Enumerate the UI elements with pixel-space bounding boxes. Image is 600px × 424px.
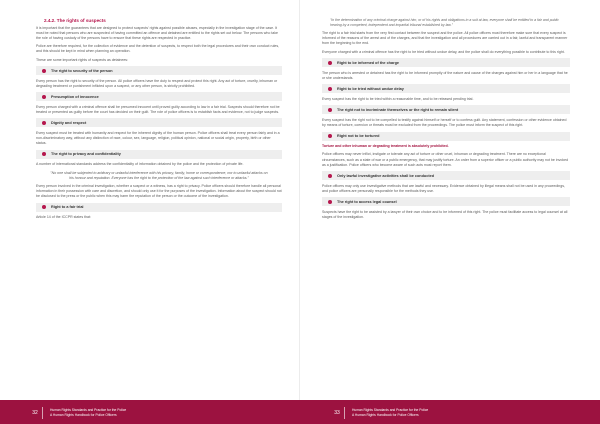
paragraph-security: Every person has the right to security of the person. All police officers have the duty to respect and protect this right. Any act of torture, cruelty, inhuman or degrading treatment or punishment inflicted upon a suspect, or any other person, is strictly prohibited. [36,78,278,88]
paragraph-torture-emphasis [322,144,570,149]
left-page-content [36,18,282,224]
bullet-icon [328,134,332,138]
paragraph-legal-counsel: Suspects have the right to be assisted by a lawyer of their own choice and to be informed of this right. The police must facilitate access to legal counsel at all stages of the investigation. [322,209,568,219]
subheading-lawful-investigation [322,171,570,180]
subheading-fair-trial [36,203,282,212]
paragraph-torture: Police officers may never inflict, instigate or tolerate any act of torture or other cruel, inhuman or degrading treatment. There are no exceptional circumstances, such as a state of war or a public emergency, that may justify torture. An order from a superior officer or a public authority may not be invoked as a justification. Police officers who become aware of such acts must report them. [322,152,569,167]
subheading-security [36,66,282,75]
paragraph-self-incrimination: Every suspect has the right not to be compelled to testify against himself or herself or to confess guilt. Any statement, confession or other evidence obtained by means of torture, coercion or threats must be excluded from the proceedings. The police must inform the suspect of this right. [322,117,567,128]
fair-trial-quote: "In the determination of any criminal charge against him, or of his rights and obligations in a suit at law, everyone shall be entitled to a fair and public hearing by a competent, independent and impartial tribunal established by law." [330,18,559,27]
intro-paragraph-2: Police are therefore required, for the collection of evidence and the detention of suspects, to respect both the legal procedures and their own conduct rules, and this should be kept in mind when planning an operation. [36,44,280,54]
bullet-icon [42,69,46,73]
footer-line-1: Human Rights Standards and Practice for the Police [352,408,429,412]
bullet-icon [42,95,46,99]
subheading-presumption [36,92,282,101]
rights-intro: These are some important rights of suspects as detainees: [36,57,129,62]
subheading-label: Only lawful investigative activities shall be conducted [337,173,435,178]
footer-text [50,408,126,417]
subheading-dignity [36,118,282,127]
paragraph-lawful-investigation: Police officers may only use investigative methods that are lawful and necessary. Evidence obtained by illegal means shall not be used in any proceedings, and police officers are personally responsible for the methods they use. [322,183,565,193]
subheading-label: Right to be informed of the charge [337,60,400,65]
bullet-icon [42,152,46,156]
torture-emphasis: Torture and other inhuman or degrading treatment is absolutely prohibited. [322,144,449,148]
footer-text [352,408,428,417]
right-footer [300,400,600,424]
subheading-label: Right to be tried without undue delay [337,86,404,91]
intro-paragraph: The right to a fair trial starts from the very first contact between the suspect and the police. All police officers must therefore make sure that every suspect is informed of the reasons of the arrest and of the charges, and that the investigation and all procedures are carried out in a fair, lawful and transparent manner from the beginning to the end. [322,31,568,46]
paragraph-informed: The person who is arrested or detained has the right to be informed promptly of the nature and cause of the charges against him or her in a language that he or she understands. [322,70,568,80]
bullet-icon [328,200,332,204]
bullet-icon [328,87,332,91]
footer-line-2: A Human Rights Handbook for Police Officers [352,412,419,417]
subheading-informed [322,58,570,67]
section-title: 2.4.2. The rights of suspects [44,18,106,23]
left-footer [0,400,300,424]
right-page [300,0,600,424]
subheading-label: The right to access legal counsel [337,199,397,204]
subheading-label: Dignity and respect [51,120,87,125]
privacy-quote: "No one shall be subjected to arbitrary or unlawful interference with his privacy, family, home or correspondence, nor to unlawful attacks on his honour and reputation. Everyone has the right to the protection of the law against such interference or attacks." [50,170,268,180]
paragraph-privacy: Every person involved in the criminal investigation, whether a suspect or a witness, has a right to privacy. Police officers should therefore handle all personal information in their possession with care and discretion, and should only use it for the purposes of the investigation. Information about the suspect should not be disclosed to the press or the public when this may harm the reputation of the person or the outcome of the investigation. [36,183,282,199]
bullet-icon [328,108,332,112]
subheading-label: Right to a fair trial [51,205,84,210]
paragraph-undue-delay: Every suspect has the right to be tried within a reasonable time, and to be released pending trial. [322,96,474,101]
paragraph-presumption: Every person charged with a criminal offence shall be presumed innocent until proved guilty according to law in a fair trial. Suspects should therefore not be treated or presented as guilty before the court has decided on their guilt. The role of police officers is to establish facts and evidence, not to judge suspects. [36,104,280,114]
paragraph-dignity: Every suspect must be treated with humanity and respect for the inherent dignity of the human person. Police officers shall treat every person fairly and in a non-discriminatory way, without any distinction of race, colour, sex, language, religion, political opinion, national or social origin, property, birth or other status. [36,130,280,146]
bullet-icon [328,61,332,65]
subheading-privacy [36,150,282,159]
subheading-label: Presumption of innocence [51,94,99,99]
paragraph-fair-trial: Article 14 of the ICCPR states that: [36,215,92,220]
intro-paragraph-2: Everyone charged with a criminal offence has the right to be tried without undue delay, and the police shall do everything possible to contribute to this right. [322,49,565,54]
subheading-undue-delay [322,84,570,93]
bullet-icon [42,205,46,209]
page-number: 32 [28,407,43,419]
footer-line-2: A Human Rights Handbook for Police Officers [50,412,117,417]
subheading-label: The right to privacy and confidentiality [51,152,121,157]
subheading-self-incrimination [322,105,570,114]
page-number: 33 [330,407,345,419]
bullet-icon [328,174,332,178]
intro-paragraph: It is important that the guarantees that are designed to protect suspects' rights against possible abuses, especially in the investigation stage of the case. It must be noted that persons who are suspected of having committed an offence and detained are entitled to the rights set out below. The persons who take the role of having custody of the persons have to ensure that these rights are respected in practice. [36,25,278,40]
right-page-content [322,18,570,223]
subheading-legal-counsel [322,197,570,206]
paragraph-privacy-intro: A number of international standards address the confidentiality of information obtained by the police and the protection of private life. [36,162,244,167]
subheading-label: The right not to incriminate themselves or the right to remain silent [337,107,459,112]
subheading-label: The right to security of the person [51,68,113,73]
footer-line-1: Human Rights Standards and Practice for the Police [50,408,127,412]
subheading-label: Right not to be tortured [337,134,380,138]
subheading-torture [322,132,570,141]
bullet-icon [42,121,46,125]
